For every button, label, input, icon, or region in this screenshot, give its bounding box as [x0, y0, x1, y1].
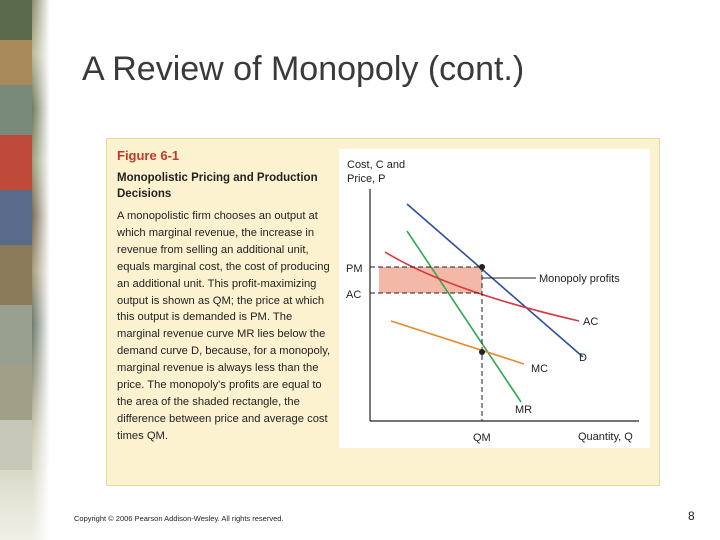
marginal-cost-curve — [391, 321, 524, 364]
price-point — [479, 264, 485, 270]
mr-mc-intersection — [479, 349, 485, 355]
figure-label: Figure 6-1 — [117, 148, 180, 163]
strip-block — [0, 135, 32, 190]
page-number: 8 — [688, 509, 695, 523]
strip-block — [0, 190, 32, 245]
chart-svg — [339, 149, 650, 448]
strip-block — [0, 245, 32, 305]
strip-block — [0, 305, 32, 365]
y-axis-label-line2: Price, P — [347, 173, 386, 185]
profit-annotation: Monopoly profits — [539, 273, 620, 285]
price-tick-label: PM — [346, 263, 363, 275]
strip-block — [0, 365, 32, 420]
monopoly-chart — [339, 149, 650, 448]
figure-caption: A monopolistic firm chooses an output at which marginal revenue, the increase in revenue from selling an additional unit, equals marginal cost, the cost of producing an additional unit. This profit-maximizing output is shown as QM; the price at which this output is demanded is PM. The marginal revenue curve MR lies below the demand curve D, because, for a monopoly, marginal revenue is always less than the price. The monopoly's profits are equal to the area of the shaded rectangle, the difference between price and average cost times QM. — [117, 210, 331, 442]
y-axis-label-line1: Cost, C and — [347, 159, 406, 171]
mc-label: MC — [531, 363, 549, 375]
strip-block — [0, 0, 32, 40]
mr-label: MR — [515, 404, 533, 416]
x-axis-label: Quantity, Q — [578, 431, 633, 443]
copyright-notice: Copyright © 2006 Pearson Addison-Wesley. All rights reserved. — [74, 514, 284, 523]
demand-label: D — [579, 352, 587, 364]
ac-label: AC — [583, 316, 599, 328]
slide-title: A Review of Monopoly (cont.) — [82, 50, 525, 88]
figure-heading: Monopolistic Pricing and Production Decisions — [117, 172, 318, 200]
strip-block — [0, 40, 32, 85]
cost-tick-label: AC — [346, 289, 362, 301]
strip-block — [0, 420, 32, 470]
marginal-revenue-curve — [407, 231, 521, 402]
decorative-side-strip — [0, 0, 50, 540]
quantity-tick-label: QM — [473, 432, 491, 444]
strip-block — [0, 85, 32, 135]
